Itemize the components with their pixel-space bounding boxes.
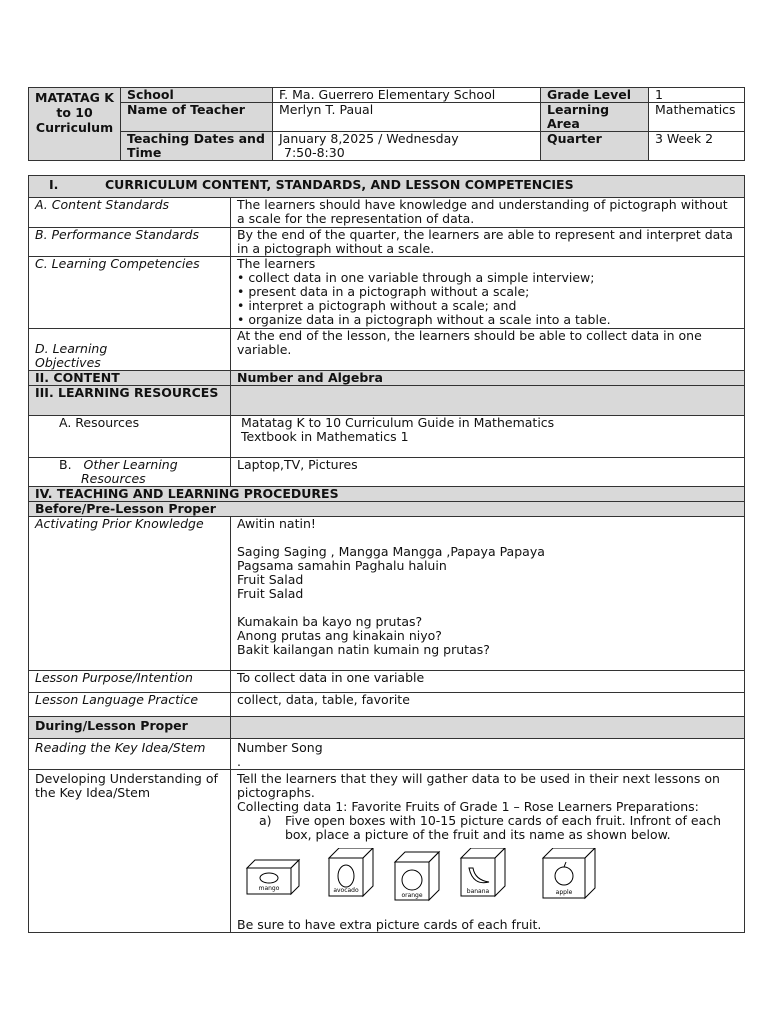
perf-std-label: B. Performance Standards [29,228,231,257]
comp-item: • organize data in a pictograph without a scale into a table. [237,313,738,327]
mango-box [247,860,299,894]
obj-label [29,329,231,371]
area-label: Learning Area [541,103,649,132]
grade-value: 1 [649,88,745,103]
perf-std-value: By the end of the quarter, the learners are able to represent and interpret data in a pictograph without a scale. [231,228,745,257]
other-res-label [29,458,231,487]
other-res-label-2: Resources [81,471,146,486]
during-title: During/Lesson Proper [29,717,231,739]
dev-line-2: Collecting data 1: Favorite Fruits of Grade 1 – Rose Learners Preparations: [237,799,699,814]
dev-item-text: Five open boxes with 10-15 picture cards of each fruit. Infront of each box, place a picture of the fruit and its name as shown below. [285,813,722,842]
content-std-value: The learners should have knowledge and understanding of pictograph without a scale for the representation of data. [231,198,745,228]
fruit-label: avocado [333,887,359,894]
section2-value: Number and Algebra [231,371,745,386]
resources-label: A. Resources [29,416,231,458]
apk-line: Fruit Salad [237,586,304,601]
section1-title: CURRICULUM CONTENT, STANDARDS, AND LESSON COMPETENCIES [105,177,574,192]
program-title: MATATAG K to 10 Curriculum [29,88,121,161]
content-std-label: A. Content Standards [29,198,231,228]
fruit-label: apple [555,889,573,896]
apk-line [237,601,738,615]
fruit-label: mango [258,885,280,892]
resources-cell [231,416,745,458]
apk-label: Activating Prior Knowledge [29,517,231,671]
other-res-value: Laptop,TV, Pictures [231,458,745,487]
apple-box [543,848,595,898]
section4-title: IV. TEACHING AND LEARNING PROCEDURES [29,487,745,502]
resources-value-2: Textbook in Mathematics 1 [241,429,409,444]
area-value: Mathematics [649,103,745,132]
key-dot: . [237,754,241,769]
dev-line-3: Be sure to have extra picture cards of each fruit. [237,917,542,932]
fruit-boxes-illustration [237,848,737,914]
dev-cell [231,770,745,933]
comp-intro: The learners [237,256,316,271]
key-label: Reading the Key Idea/Stem [29,739,231,770]
teacher-label: Name of Teacher [121,103,273,132]
dates-cell [273,132,541,161]
comp-label: C. Learning Competencies [29,257,231,329]
apk-line: Pagsama samahin Paghalu haluin [237,558,447,573]
fruit-label: banana [466,888,490,895]
other-res-label-1: Other Learning [83,457,178,472]
dev-label: Developing Understanding of the Key Idea/Stem [29,770,231,933]
apk-line [237,531,738,545]
obj-label-1: D. Learning [35,341,108,356]
section3-label: III. LEARNING RESOURCES [29,386,231,416]
avocado-box [329,848,373,896]
comp-cell [231,257,745,329]
section3-empty [231,386,745,416]
header-table [28,87,745,161]
grade-label: Grade Level [541,88,649,103]
dates-label: Teaching Dates and Time [121,132,273,161]
apk-cell [231,517,745,671]
purpose-value: To collect data in one variable [231,671,745,693]
resources-value-1: Matatag K to 10 Curriculum Guide in Mathematics [241,415,555,430]
banana-box [461,848,505,896]
apk-line: Awitin natin! [237,516,316,531]
comp-item: • collect data in one variable through a simple interview; [237,271,738,285]
school-label: School [121,88,273,103]
apk-line: Fruit Salad [237,572,304,587]
obj-label-2: Objectives [35,355,101,370]
dates-value-2: 7:50-8:30 [284,145,345,160]
key-cell [231,739,745,770]
dev-item [237,814,738,842]
teacher-value: Merlyn T. Paual [273,103,541,132]
lang-value: collect, data, table, favorite [231,693,745,717]
key-value: Number Song [237,740,323,755]
other-res-letter: B. [59,457,72,472]
lang-label: Lesson Language Practice [29,693,231,717]
quarter-value: 3 Week 2 [649,132,745,161]
section1-title-cell [29,176,745,198]
school-value: F. Ma. Guerrero Elementary School [273,88,541,103]
apk-line: Anong prutas ang kinakain niyo? [237,628,442,643]
pre-lesson-title: Before/Pre-Lesson Proper [29,502,745,517]
comp-item: • interpret a pictograph without a scale; and [237,299,738,313]
obj-value: At the end of the lesson, the learners should be able to collect data in one variable. [231,329,745,371]
section1-num: I. [49,177,59,192]
dev-item-letter: a) [259,813,272,828]
dates-value-1: January 8,2025 / Wednesday [279,131,459,146]
comp-item: • present data in a pictograph without a scale; [237,285,738,299]
lesson-plan-table [28,175,745,933]
quarter-label: Quarter [541,132,649,161]
section2-label: II. CONTENT [29,371,231,386]
during-empty [231,717,745,739]
apk-line: Bakit kailangan natin kumain ng prutas? [237,642,490,657]
apk-line: Kumakain ba kayo ng prutas? [237,614,423,629]
purpose-label: Lesson Purpose/Intention [29,671,231,693]
orange-box [395,852,439,900]
apk-line: Saging Saging , Mangga Mangga ,Papaya Papaya [237,544,545,559]
fruit-label: orange [401,892,423,899]
dev-line-1: Tell the learners that they will gather data to be used in their next lessons on pictographs. [237,771,720,800]
